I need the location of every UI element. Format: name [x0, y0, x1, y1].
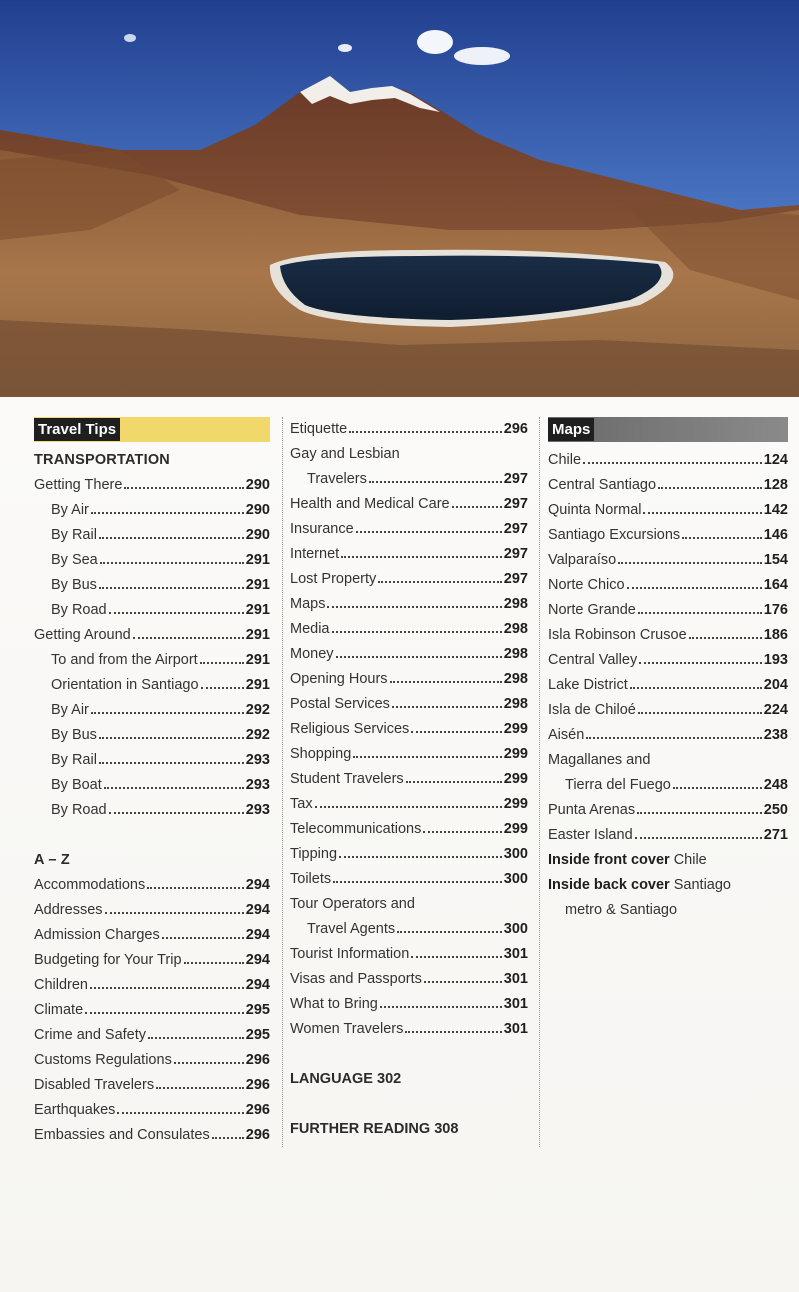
dot-leader [635, 837, 762, 839]
dot-leader [201, 687, 244, 689]
map-entry-label: Magallanes and [548, 752, 651, 768]
toc-entry[interactable] [34, 898, 270, 923]
dot-leader [639, 662, 762, 664]
dot-leader [369, 481, 502, 483]
toc-entry-label: Insurance [290, 521, 354, 537]
toc-entry-label: Toilets [290, 871, 332, 887]
dot-leader [333, 881, 502, 883]
map-entry-label: Tierra del Fuego [565, 777, 671, 793]
inside-back-cover-continued: metro & Santiago [565, 902, 678, 918]
toc-entry-label: Health and Medical Care [290, 496, 450, 512]
toc-entry-label: Maps [290, 596, 326, 612]
dot-leader [406, 781, 502, 783]
dot-leader [378, 581, 502, 583]
toc-entry-label: Visas and Passports [290, 971, 422, 987]
page-number: 297 [503, 496, 528, 512]
toc-entry-label: Getting There [34, 477, 123, 493]
toc-entry[interactable] [290, 967, 528, 992]
page-number: 142 [763, 502, 788, 518]
toc-entry-label: Budgeting for Your Trip [34, 952, 182, 968]
toc-entry[interactable] [34, 798, 270, 823]
a-z-list [34, 873, 270, 1148]
toc-entry[interactable] [290, 517, 528, 542]
toc-entry[interactable] [34, 748, 270, 773]
toc-entry[interactable] [290, 617, 528, 642]
dot-leader [99, 762, 244, 764]
page-number: 300 [503, 921, 528, 937]
toc-entry[interactable] [290, 467, 528, 492]
toc-entry-label: Tour Operators and [290, 896, 415, 912]
toc-entry-label: Internet [290, 546, 340, 562]
toc-entry-label: Tourist Information [290, 946, 410, 962]
toc-entry-label: By Bus [51, 577, 97, 593]
map-entry[interactable] [548, 673, 788, 698]
page-number: 301 [503, 971, 528, 987]
page-number: 299 [503, 796, 528, 812]
toc-entry[interactable] [34, 598, 270, 623]
page-number: 294 [245, 977, 270, 993]
dot-leader [109, 812, 244, 814]
page-number: 193 [763, 652, 788, 668]
toc-entry-label: Orientation in Santiago [51, 677, 199, 693]
page-number: 224 [763, 702, 788, 718]
dot-leader [411, 956, 502, 958]
map-entry-label: Isla Robinson Crusoe [548, 627, 687, 643]
dot-leader [353, 756, 502, 758]
page-number: 291 [245, 677, 270, 693]
toc-entry-label: Earthquakes [34, 1102, 116, 1118]
map-entry[interactable] [548, 698, 788, 723]
dot-leader [162, 937, 244, 939]
dot-leader [104, 787, 244, 789]
toc-entry[interactable] [290, 667, 528, 692]
toc-entry-label: Media [290, 621, 330, 637]
toc-entry[interactable] [34, 1073, 270, 1098]
map-entry[interactable] [548, 598, 788, 623]
inside-back-cover: Inside back cover Santiago [548, 877, 731, 893]
toc-entry[interactable] [34, 698, 270, 723]
dot-leader [156, 1087, 244, 1089]
page-number: 271 [763, 827, 788, 843]
toc-entry[interactable] [34, 1048, 270, 1073]
toc-entry[interactable] [290, 817, 528, 842]
toc-entry[interactable] [34, 948, 270, 973]
map-entry[interactable] [548, 623, 788, 648]
page-number: 291 [245, 577, 270, 593]
toc-entry[interactable] [290, 867, 528, 892]
dot-leader [148, 1037, 244, 1039]
dot-leader [643, 512, 761, 514]
map-entry[interactable] [548, 498, 788, 523]
page-number: 248 [763, 777, 788, 793]
toc-entry-label: By Road [51, 802, 107, 818]
map-entry-label: Lake District [548, 677, 628, 693]
toc-entry-label: Tipping [290, 846, 338, 862]
map-entry-label: Quinta Normal [548, 502, 642, 518]
map-entry-label: Central Valley [548, 652, 638, 668]
map-entry-label: Chile [548, 452, 582, 468]
further-reading-section: FURTHER READING 308 [290, 1121, 459, 1137]
toc-entry-label: Travel Agents [307, 921, 396, 937]
map-entry[interactable] [548, 548, 788, 573]
page-number: 293 [245, 777, 270, 793]
toc-entry-label: Money [290, 646, 334, 662]
maps-column [548, 417, 788, 923]
page-number: 293 [245, 802, 270, 818]
dot-leader [117, 1112, 243, 1114]
dot-leader [673, 787, 762, 789]
page-number: 250 [763, 802, 788, 818]
dot-leader [583, 462, 762, 464]
toc-entry[interactable] [34, 973, 270, 998]
dot-leader [397, 931, 502, 933]
toc-entry-label: Opening Hours [290, 671, 388, 687]
toc-entry[interactable] [290, 767, 528, 792]
inside-front-cover: Inside front cover Chile [548, 852, 707, 868]
landscape-photo [0, 0, 799, 397]
dot-leader [332, 631, 502, 633]
map-entry[interactable] [548, 473, 788, 498]
dot-leader [390, 681, 502, 683]
travel-tips-column [34, 417, 270, 1148]
page-number: 298 [503, 621, 528, 637]
page-number: 301 [503, 1021, 528, 1037]
dot-leader [91, 712, 244, 714]
dot-leader [341, 556, 502, 558]
toc-entry-label: By Rail [51, 752, 97, 768]
page-number: 300 [503, 871, 528, 887]
page-number: 299 [503, 771, 528, 787]
page-number: 238 [763, 727, 788, 743]
dot-leader [99, 587, 244, 589]
toc-entry-label: Women Travelers [290, 1021, 404, 1037]
toc-entry-label: To and from the Airport [51, 652, 198, 668]
page-number: 295 [245, 1027, 270, 1043]
dot-leader [638, 612, 762, 614]
toc-entry[interactable] [290, 417, 528, 442]
page-number: 128 [763, 477, 788, 493]
toc-entry-label: Children [34, 977, 88, 993]
toc-entry-label: Accommodations [34, 877, 146, 893]
map-entry[interactable] [548, 723, 788, 748]
dot-leader [200, 662, 244, 664]
dot-leader [339, 856, 502, 858]
toc-entry[interactable] [34, 548, 270, 573]
dot-leader [349, 431, 502, 433]
dot-leader [452, 506, 502, 508]
toc-entry-label: By Sea [51, 552, 98, 568]
page-number: 293 [245, 752, 270, 768]
page-number: 297 [503, 471, 528, 487]
page-number: 301 [503, 946, 528, 962]
page-number: 291 [245, 627, 270, 643]
toc-entry-label: Admission Charges [34, 927, 160, 943]
page-number: 297 [503, 521, 528, 537]
a-z-heading: A – Z [34, 852, 70, 868]
maps-header: Maps [548, 417, 788, 442]
dot-leader [90, 987, 244, 989]
toc-entry-label: By Rail [51, 527, 97, 543]
toc-entry[interactable] [290, 542, 528, 567]
page-number: 186 [763, 627, 788, 643]
page-number: 146 [763, 527, 788, 543]
dot-leader [627, 587, 762, 589]
dot-leader [392, 706, 502, 708]
dot-leader [423, 831, 501, 833]
toc-entry-label: Getting Around [34, 627, 131, 643]
a-z-continued-column [290, 417, 528, 1142]
toc-entry-label: By Air [51, 702, 89, 718]
page-number: 294 [245, 877, 270, 893]
map-entry-label: Easter Island [548, 827, 633, 843]
toc-entry[interactable] [34, 1123, 270, 1148]
page-number: 299 [503, 821, 528, 837]
toc-entry[interactable] [290, 692, 528, 717]
dot-leader [109, 612, 244, 614]
map-entry-label: Santiago Excursions [548, 527, 681, 543]
dot-leader [212, 1137, 244, 1139]
toc-entry-label: Etiquette [290, 421, 348, 437]
dot-leader [618, 562, 762, 564]
dot-leader [105, 912, 244, 914]
page-number: 164 [763, 577, 788, 593]
transportation-list [34, 473, 270, 823]
map-entry-label: Norte Grande [548, 602, 636, 618]
dot-leader [411, 731, 502, 733]
map-entry[interactable] [548, 798, 788, 823]
page-number: 154 [763, 552, 788, 568]
toc-entry-label: What to Bring [290, 996, 378, 1012]
page-number: 176 [763, 602, 788, 618]
page-number: 291 [245, 552, 270, 568]
dot-leader [315, 806, 502, 808]
page-number: 290 [245, 527, 270, 543]
page-number: 292 [245, 727, 270, 743]
toc-entry-label: Religious Services [290, 721, 410, 737]
toc-entry-label: Crime and Safety [34, 1027, 147, 1043]
page-number: 296 [503, 421, 528, 437]
toc-entry[interactable] [290, 1017, 528, 1042]
dot-leader [133, 637, 244, 639]
toc-entry-label: Disabled Travelers [34, 1077, 155, 1093]
toc-entry[interactable] [34, 873, 270, 898]
toc-entry-label: Travelers [307, 471, 367, 487]
language-section: LANGUAGE 302 [290, 1071, 402, 1087]
dot-leader [124, 487, 243, 489]
map-entry[interactable] [548, 823, 788, 848]
map-entry[interactable] [548, 648, 788, 673]
page-number: 298 [503, 696, 528, 712]
page-number: 294 [245, 902, 270, 918]
page-number: 204 [763, 677, 788, 693]
toc-entry-label: Embassies and Consulates [34, 1127, 210, 1143]
page-number: 297 [503, 571, 528, 587]
page-number: 298 [503, 671, 528, 687]
map-entry-label: Valparaíso [548, 552, 617, 568]
contents-page [0, 397, 799, 1292]
toc-entry[interactable] [34, 998, 270, 1023]
column-separator [282, 417, 283, 1147]
toc-entry[interactable] [34, 773, 270, 798]
page-number: 300 [503, 846, 528, 862]
dot-leader [85, 1012, 244, 1014]
toc-entry[interactable] [34, 673, 270, 698]
toc-entry[interactable] [34, 923, 270, 948]
page-number: 298 [503, 596, 528, 612]
dot-leader [327, 606, 501, 608]
dot-leader [184, 962, 244, 964]
page-number: 296 [245, 1077, 270, 1093]
toc-entry-label: By Road [51, 602, 107, 618]
toc-entry[interactable] [34, 1098, 270, 1123]
dot-leader [638, 712, 762, 714]
page-number: 296 [245, 1102, 270, 1118]
toc-entry-label: Climate [34, 1002, 84, 1018]
page-number: 292 [245, 702, 270, 718]
toc-entry-label: Gay and Lesbian [290, 446, 400, 462]
dot-leader [356, 531, 502, 533]
toc-entry[interactable] [34, 723, 270, 748]
toc-entry[interactable] [290, 592, 528, 617]
toc-entry[interactable] [34, 1023, 270, 1048]
dot-leader [336, 656, 502, 658]
map-entry[interactable] [548, 448, 788, 473]
dot-leader [99, 737, 244, 739]
page-number: 296 [245, 1052, 270, 1068]
toc-entry-label: Shopping [290, 746, 352, 762]
map-entry-label: Isla de Chiloé [548, 702, 636, 718]
page-number: 291 [245, 602, 270, 618]
toc-entry-label: Addresses [34, 902, 103, 918]
dot-leader [682, 537, 762, 539]
dot-leader [174, 1062, 244, 1064]
toc-entry[interactable] [34, 473, 270, 498]
toc-entry[interactable] [34, 573, 270, 598]
page-number: 294 [245, 927, 270, 943]
page-number: 290 [245, 477, 270, 493]
a-z-continued-list [290, 417, 528, 1042]
page-number: 290 [245, 502, 270, 518]
page-number: 291 [245, 652, 270, 668]
transportation-heading: TRANSPORTATION [34, 452, 170, 468]
dot-leader [91, 512, 244, 514]
dot-leader [689, 637, 762, 639]
toc-entry[interactable] [290, 717, 528, 742]
dot-leader [99, 537, 244, 539]
toc-entry[interactable] [290, 742, 528, 767]
column-separator [539, 417, 540, 1147]
page-number: 301 [503, 996, 528, 1012]
toc-entry[interactable] [34, 498, 270, 523]
dot-leader [630, 687, 762, 689]
toc-entry[interactable] [290, 492, 528, 517]
page-number: 296 [245, 1127, 270, 1143]
toc-entry[interactable] [290, 942, 528, 967]
toc-entry-label: By Air [51, 502, 89, 518]
toc-entry[interactable] [290, 842, 528, 867]
toc-entry[interactable] [290, 992, 528, 1017]
dot-leader [424, 981, 502, 983]
toc-entry[interactable] [290, 642, 528, 667]
travel-tips-header: Travel Tips [34, 417, 270, 442]
page-number: 299 [503, 746, 528, 762]
map-entry-label: Norte Chico [548, 577, 625, 593]
page-number: 295 [245, 1002, 270, 1018]
toc-entry-label: Postal Services [290, 696, 390, 712]
toc-entry-label: Telecommunications [290, 821, 422, 837]
page-number: 124 [763, 452, 788, 468]
map-entry-label: Punta Arenas [548, 802, 636, 818]
dot-leader [147, 887, 244, 889]
map-entry[interactable] [548, 573, 788, 598]
dot-leader [658, 487, 762, 489]
toc-entry-label: By Boat [51, 777, 102, 793]
dot-leader [405, 1031, 501, 1033]
dot-leader [100, 562, 244, 564]
page-number: 297 [503, 546, 528, 562]
map-entry-label: Aisén [548, 727, 585, 743]
maps-list [548, 448, 788, 848]
toc-entry[interactable] [34, 623, 270, 648]
toc-entry[interactable] [290, 567, 528, 592]
toc-entry[interactable] [34, 648, 270, 673]
toc-entry-label: Tax [290, 796, 313, 812]
toc-entry[interactable] [290, 792, 528, 817]
page-number: 299 [503, 721, 528, 737]
dot-leader [637, 812, 762, 814]
map-entry[interactable] [548, 523, 788, 548]
toc-entry-label: By Bus [51, 727, 97, 743]
toc-entry-label: Lost Property [290, 571, 377, 587]
toc-entry[interactable] [34, 523, 270, 548]
page-number: 294 [245, 952, 270, 968]
toc-entry-label: Student Travelers [290, 771, 404, 787]
toc-entry-label: Customs Regulations [34, 1052, 172, 1068]
dot-leader [380, 1006, 502, 1008]
toc-entry[interactable] [290, 917, 528, 942]
map-entry[interactable] [548, 773, 788, 798]
map-entry-label: Central Santiago [548, 477, 657, 493]
dot-leader [586, 737, 762, 739]
page-number: 298 [503, 646, 528, 662]
